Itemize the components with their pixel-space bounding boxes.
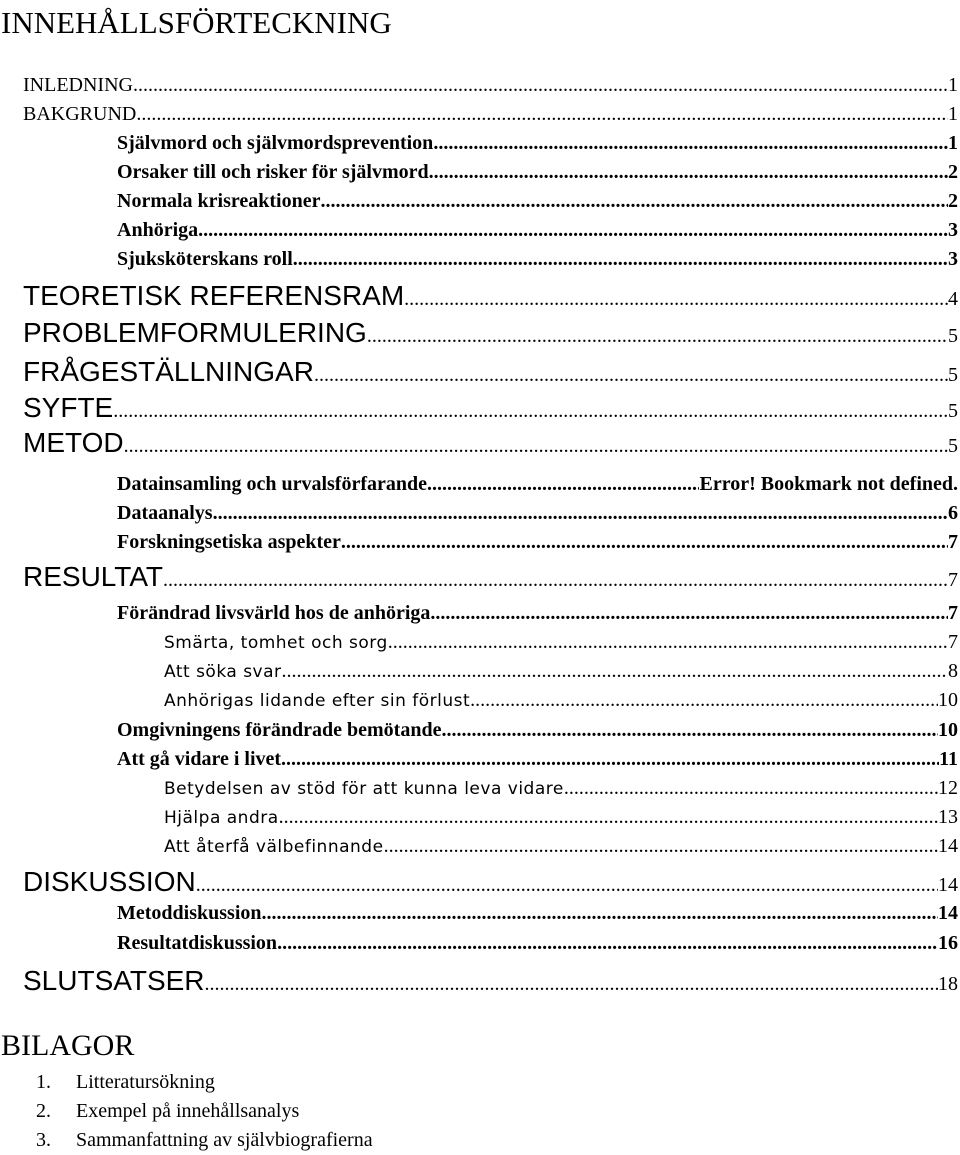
toc-entry-label: SYFTE	[23, 392, 114, 423]
toc-entry-page: 12	[938, 777, 958, 799]
toc-entry[interactable]	[164, 833, 958, 860]
toc-dot-leader	[367, 320, 948, 352]
toc-entry[interactable]	[23, 392, 958, 427]
toc-dot-leader	[564, 775, 938, 801]
bilaga-number: 3.	[36, 1129, 51, 1151]
toc-entry-label: Forskningsetiska aspekter	[117, 531, 341, 553]
toc-dot-leader	[282, 658, 948, 684]
toc-entry[interactable]	[117, 159, 958, 185]
toc-entry-label: Att gå vidare i livet	[117, 748, 282, 770]
toc-entry-page: 11	[939, 748, 958, 770]
toc-entry[interactable]	[164, 687, 958, 714]
toc-entry-page: 7	[948, 569, 958, 591]
bilagor-title: BILAGOR	[1, 1029, 135, 1062]
toc-entry-label: Att söka svar	[164, 662, 282, 682]
toc-entry[interactable]	[164, 775, 958, 802]
toc-entry[interactable]	[117, 471, 958, 497]
toc-entry-page: 13	[938, 806, 958, 828]
toc-entry-label: METOD	[23, 427, 124, 458]
toc-dot-leader	[213, 500, 948, 526]
toc-dot-leader	[427, 471, 699, 497]
toc-entry-page: Error! Bookmark not defined.	[699, 473, 958, 495]
toc-entry-label: INLEDNING	[23, 74, 133, 96]
toc-entry[interactable]	[23, 561, 958, 596]
toc-entry[interactable]	[23, 427, 958, 462]
toc-entry-page: 1	[948, 103, 958, 125]
toc-entry-label: DISKUSSION	[23, 866, 196, 897]
toc-dot-leader	[430, 600, 948, 626]
toc-entry[interactable]	[23, 72, 958, 98]
toc-entry[interactable]	[117, 930, 958, 956]
toc-entry-label: Orsaker till och risker för självmord	[117, 161, 429, 183]
toc-dot-leader	[205, 968, 938, 1000]
toc-entry[interactable]	[23, 317, 958, 352]
toc-entry-page: 8	[948, 660, 958, 682]
toc-entry-label: RESULTAT	[23, 561, 164, 592]
toc-entry[interactable]	[164, 658, 958, 685]
bilaga-label: Sammanfattning av självbiografierna	[76, 1129, 373, 1151]
bilaga-item	[36, 1126, 373, 1155]
toc-entry-label: Anhöriga	[117, 219, 199, 241]
toc-entry[interactable]	[23, 965, 958, 1000]
toc-dot-leader	[341, 529, 948, 555]
toc-dot-leader	[314, 359, 948, 391]
toc-dot-leader	[388, 629, 948, 655]
toc-dot-leader	[163, 564, 948, 596]
toc-dot-leader	[433, 130, 948, 156]
toc-dot-leader	[279, 804, 938, 830]
toc-dot-leader	[281, 746, 939, 772]
toc-entry-label: Sjuksköterskans roll	[117, 248, 293, 270]
toc-dot-leader	[133, 72, 948, 98]
toc-dot-leader	[113, 395, 948, 427]
toc-entry[interactable]	[117, 130, 958, 156]
toc-entry-label: Datainsamling och urvalsförfarande	[117, 473, 427, 495]
toc-dot-leader	[136, 101, 948, 127]
toc-entry-page: 7	[948, 602, 958, 624]
toc-entry-label: Förändrad livsvärld hos de anhöriga	[117, 602, 431, 624]
toc-entry-label: Hjälpa andra	[164, 808, 279, 828]
toc-entry-page: 7	[948, 631, 958, 653]
toc-entry-label: Metoddiskussion	[117, 902, 262, 924]
bilaga-number: 2.	[36, 1100, 51, 1122]
toc-entry[interactable]	[117, 500, 958, 526]
toc-entry-page: 14	[938, 902, 958, 924]
toc-entry-page: 2	[948, 190, 958, 212]
toc-entry[interactable]	[117, 600, 958, 626]
toc-entry-page: 5	[948, 325, 958, 347]
toc-entry-page: 16	[938, 932, 958, 954]
bilaga-item	[36, 1068, 373, 1097]
toc-entry-page: 3	[948, 248, 958, 270]
page-title: INNEHÅLLSFÖRTECKNING	[1, 5, 392, 40]
toc-entry-page: 14	[938, 835, 958, 857]
toc-dot-leader	[470, 687, 938, 713]
toc-dot-leader	[124, 430, 948, 462]
toc-entry-page: 1	[948, 132, 958, 154]
toc-entry-page: 14	[938, 874, 958, 896]
toc-entry-label: PROBLEMFORMULERING	[23, 317, 367, 348]
toc-entry[interactable]	[164, 804, 958, 831]
toc-entry-page: 5	[948, 364, 958, 386]
toc-dot-leader	[262, 900, 939, 926]
toc-entry-label: Dataanalys	[117, 502, 213, 524]
toc-entry-page: 2	[948, 161, 958, 183]
bilaga-label: Exempel på innehållsanalys	[76, 1100, 300, 1122]
toc-entry-label: Självmord och självmordsprevention	[117, 132, 434, 154]
toc-dot-leader	[441, 717, 938, 743]
bilaga-item	[36, 1097, 373, 1126]
toc-entry-page: 4	[948, 288, 958, 310]
toc-dot-leader	[429, 159, 948, 185]
toc-entry-label: Betydelsen av stöd för att kunna leva vidare	[164, 779, 564, 799]
bilaga-number: 1.	[36, 1071, 51, 1093]
toc-entry[interactable]	[117, 188, 958, 214]
toc-dot-leader	[384, 833, 938, 859]
toc-dot-leader	[196, 869, 938, 901]
toc-entry-label: FRÅGESTÄLLNINGAR	[23, 356, 314, 387]
toc-entry[interactable]	[117, 529, 958, 555]
toc-entry-label: Normala krisreaktioner	[117, 190, 321, 212]
toc-entry-label: Resultatdiskussion	[117, 932, 278, 954]
toc-entry-page: 3	[948, 219, 958, 241]
toc-entry-label: Omgivningens förändrade bemötande	[117, 719, 442, 741]
toc-entry-page: 5	[948, 435, 958, 457]
toc-entry-label: Anhörigas lidande efter sin förlust	[164, 691, 471, 711]
toc-entry[interactable]	[23, 866, 958, 901]
toc-dot-leader	[404, 283, 948, 315]
toc-entry-label: BAKGRUND	[23, 103, 137, 125]
toc-entry[interactable]	[117, 900, 958, 926]
toc-entry-page: 6	[948, 502, 958, 524]
toc-entry-label: Att återfå välbefinnande	[164, 837, 384, 857]
toc-dot-leader	[198, 217, 948, 243]
toc-entry[interactable]	[23, 280, 958, 315]
toc-dot-leader	[293, 246, 948, 272]
toc-entry-page: 1	[948, 74, 958, 96]
toc-entry-label: SLUTSATSER	[23, 965, 205, 996]
toc-entry[interactable]	[117, 746, 958, 772]
toc-entry[interactable]	[117, 246, 958, 272]
toc-entry-page: 10	[938, 719, 958, 741]
toc-entry-page: 18	[938, 973, 958, 995]
toc-entry-label: TEORETISK REFERENSRAM	[23, 280, 405, 311]
toc-entry[interactable]	[117, 217, 958, 243]
toc-entry-page: 10	[938, 689, 958, 711]
toc-entry[interactable]	[164, 629, 958, 656]
toc-dot-leader	[277, 930, 938, 956]
bilagor-list	[36, 1068, 373, 1155]
toc-entry-page: 7	[948, 531, 958, 553]
toc-entry[interactable]	[23, 101, 958, 127]
toc-dot-leader	[321, 188, 949, 214]
toc-entry[interactable]	[117, 717, 958, 743]
toc-entry-label: Smärta, tomhet och sorg	[164, 633, 388, 653]
toc-entry[interactable]	[23, 356, 958, 391]
toc-entry-page: 5	[948, 400, 958, 422]
bilaga-label: Litteratursökning	[76, 1071, 215, 1093]
